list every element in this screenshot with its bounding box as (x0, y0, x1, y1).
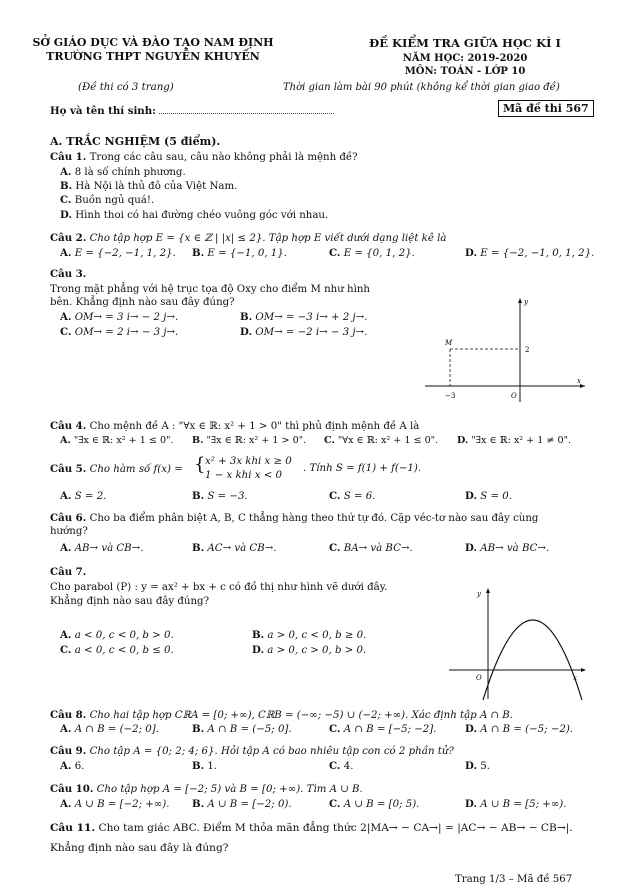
q5-option-b[interactable]: B. S = −3. (192, 490, 248, 502)
q4-option-c[interactable]: C. "∀x ∈ ℝ: x² + 1 ≤ 0". (324, 435, 439, 446)
q1-option-c[interactable]: C. Buồn ngủ quá!. (60, 194, 155, 206)
q9-option-d[interactable]: D. 5. (465, 760, 491, 772)
question-11-text-1: Câu 11. Cho tam giác ABC. Điểm M thỏa mãn đẳng thức 2|MA→ − CA→| = |AC→ − AB→ − CB→|. (50, 822, 573, 834)
q10-option-b[interactable]: B. A ∪ B = [−2; 0). (192, 798, 292, 810)
exam-code: Mã đề thi 567 (498, 100, 594, 117)
label-x: x (577, 377, 581, 385)
school-name: TRƯỜNG THPT NGUYỄN KHUYẾN (46, 50, 260, 63)
q8-option-b[interactable]: B. A ∩ B = (−5; 0]. (192, 723, 292, 735)
q3-option-a[interactable]: A. OM→ = 3 i→ − 2 j→. (60, 311, 179, 323)
question-5: Câu 5. Cho hàm số f(x) = (50, 463, 183, 475)
q8-option-d[interactable]: D. A ∩ B = (−5; −2). (465, 723, 574, 735)
section-a-title: A. TRẮC NGHIỆM (5 điểm). (50, 135, 221, 148)
q1-option-d[interactable]: D. Hình thoi có hai đường chéo vuông góc với nhau. (60, 209, 329, 221)
q2-option-c[interactable]: C. E = {0, 1, 2}. (329, 247, 415, 259)
q5-option-a[interactable]: A. S = 2. (60, 490, 107, 502)
q9-option-a[interactable]: A. 6. (60, 760, 85, 772)
left-brace-icon: { (194, 454, 206, 475)
label-2: 2 (525, 346, 530, 354)
q9-option-b[interactable]: B. 1. (192, 760, 218, 772)
question-7-text-2: Khẳng định nào sau đây đúng? (50, 596, 210, 607)
question-3-text-1: Trong mặt phẳng với hệ trục tọa độ Oxy cho điểm M như hình (50, 284, 370, 295)
q2-option-d[interactable]: D. E = {−2, −1, 0, 1, 2}. (465, 247, 595, 259)
q1-option-a[interactable]: A. 8 là số chính phương. (60, 166, 186, 178)
subject: MÔN: TOÁN - LỚP 10 (404, 66, 526, 77)
q8-option-c[interactable]: C. A ∩ B = [−5; −2]. (329, 723, 437, 735)
page-count-note: (Đề thi có 3 trang) (78, 82, 174, 93)
q5-case-2: 1 − x khi x < 0 (205, 470, 282, 481)
question-9: Câu 9. Cho tập A = {0; 2; 4; 6}. Hỏi tập A có bao nhiêu tập con có 2 phần tử? (50, 745, 454, 757)
q3-option-d[interactable]: D. OM→ = −2 i→ − 3 j→. (240, 326, 368, 338)
q5-case-1: x² + 3x khi x ≥ 0 (205, 456, 292, 467)
question-10: Câu 10. Cho tập hợp A = [−2; 5) và B = [0; +∞). Tìm A ∪ B. (50, 783, 363, 795)
exam-title: ĐỀ KIỂM TRA GIỮA HỌC KÌ I (369, 36, 561, 50)
q3-option-b[interactable]: B. OM→ = −3 i→ + 2 j→. (240, 311, 368, 323)
q3-coordinate-graph (420, 294, 590, 406)
q4-option-a[interactable]: A. "∃x ∈ ℝ: x² + 1 ≤ 0". (60, 435, 174, 446)
q7-option-a[interactable]: A. a < 0, c < 0, b > 0. (60, 629, 174, 641)
q2-option-b[interactable]: B. E = {−1, 0, 1}. (192, 247, 288, 259)
label-o: O (511, 392, 517, 400)
q7-option-d[interactable]: D. a > 0, c > 0, b > 0. (252, 644, 367, 656)
label-y: y (524, 298, 528, 306)
q6-option-c[interactable]: C. BA→ và BC→. (329, 542, 413, 554)
q5-option-c[interactable]: C. S = 6. (329, 490, 376, 502)
school-department: SỞ GIÁO DỤC VÀ ĐÀO TẠO NAM ĐỊNH (32, 36, 274, 49)
question-11-text-2: Khẳng định nào sau đây là đúng? (50, 842, 229, 854)
q4-option-d[interactable]: D. "∃x ∈ ℝ: x² + 1 ≠ 0". (457, 435, 572, 446)
student-name-label: Họ và tên thí sinh: (50, 104, 334, 117)
q6-option-d[interactable]: D. AB→ và BC→. (465, 542, 550, 554)
y-axis-arrow-icon (486, 588, 490, 593)
q3-option-c[interactable]: C. OM→ = 2 i→ − 3 j→. (60, 326, 179, 338)
question-6-text-2: hướng? (50, 526, 88, 537)
q8-option-a[interactable]: A. A ∩ B = (−2; 0]. (60, 723, 159, 735)
question-8: Câu 8. Cho hai tập hợp CℝA = [0; +∞), CℝB = (−∞; −5) ∪ (−2; +∞). Xác định tập A ∩ B. (50, 709, 514, 721)
label-y: y (477, 590, 481, 598)
question-7-number: Câu 7. (50, 566, 87, 578)
q9-option-c[interactable]: C. 4. (329, 760, 354, 772)
question-3-text-2: bên. Khẳng định nào sau đây đúng? (50, 297, 235, 308)
q5-option-d[interactable]: D. S = 0. (465, 490, 512, 502)
q7-option-b[interactable]: B. a > 0, c < 0, b ≥ 0. (252, 629, 367, 641)
q2-option-a[interactable]: A. E = {−2, −1, 1, 2}. (60, 247, 176, 259)
q6-option-b[interactable]: B. AC→ và CB→. (192, 542, 277, 554)
question-3-number: Câu 3. (50, 268, 87, 280)
q10-option-c[interactable]: C. A ∪ B = [0; 5). (329, 798, 420, 810)
page-footer: Trang 1/3 – Mã đề 567 (455, 874, 573, 885)
label-m: M (445, 339, 453, 347)
q5-compute: . Tính S = f(1) + f(−1). (303, 463, 422, 474)
parabola-curve (483, 620, 582, 700)
q7-option-c[interactable]: C. a < 0, c < 0, b ≤ 0. (60, 644, 174, 656)
question-2: Câu 2. Cho tập hợp E = {x ∈ ℤ | |x| ≤ 2}. Tập hợp E viết dưới dạng liệt kê là (50, 232, 447, 244)
question-1: Câu 1. Trong các câu sau, câu nào không phải là mệnh đề? (50, 151, 358, 163)
q4-option-b[interactable]: B. "∃x ∈ ℝ: x² + 1 > 0". (192, 435, 307, 446)
q6-option-a[interactable]: A. AB→ và CB→. (60, 542, 144, 554)
q10-option-a[interactable]: A. A ∪ B = [−2; +∞). (60, 798, 170, 810)
time-note: Thời gian làm bài 90 phút (không kể thời gian giao đề) (283, 82, 560, 93)
question-7-text-1: Cho parabol (P) : y = ax² + bx + c có đồ thị như hình vẽ dưới đây. (50, 582, 388, 593)
q7-parabola-graph (445, 584, 590, 702)
label-o: O (476, 674, 482, 682)
q10-option-d[interactable]: D. A ∪ B = [5; +∞). (465, 798, 567, 810)
label-neg3: −3 (445, 392, 456, 400)
student-name-field[interactable] (159, 104, 334, 114)
label-x: x (573, 674, 577, 682)
question-4: Câu 4. Cho mệnh đề A : "∀x ∈ ℝ: x² + 1 > 0" thì phủ định mệnh đề A là (50, 420, 420, 432)
school-year: NĂM HỌC: 2019-2020 (402, 53, 528, 64)
q1-option-b[interactable]: B. Hà Nội là thủ đô của Việt Nam. (60, 180, 238, 192)
question-6-text-1: Câu 6. Cho ba điểm phân biệt A, B, C thẳng hàng theo thứ tự đó. Cặp véc-tơ nào sau đây cùng (50, 512, 539, 524)
x-axis-arrow-icon (581, 668, 586, 672)
y-axis-arrow-icon (518, 298, 522, 303)
